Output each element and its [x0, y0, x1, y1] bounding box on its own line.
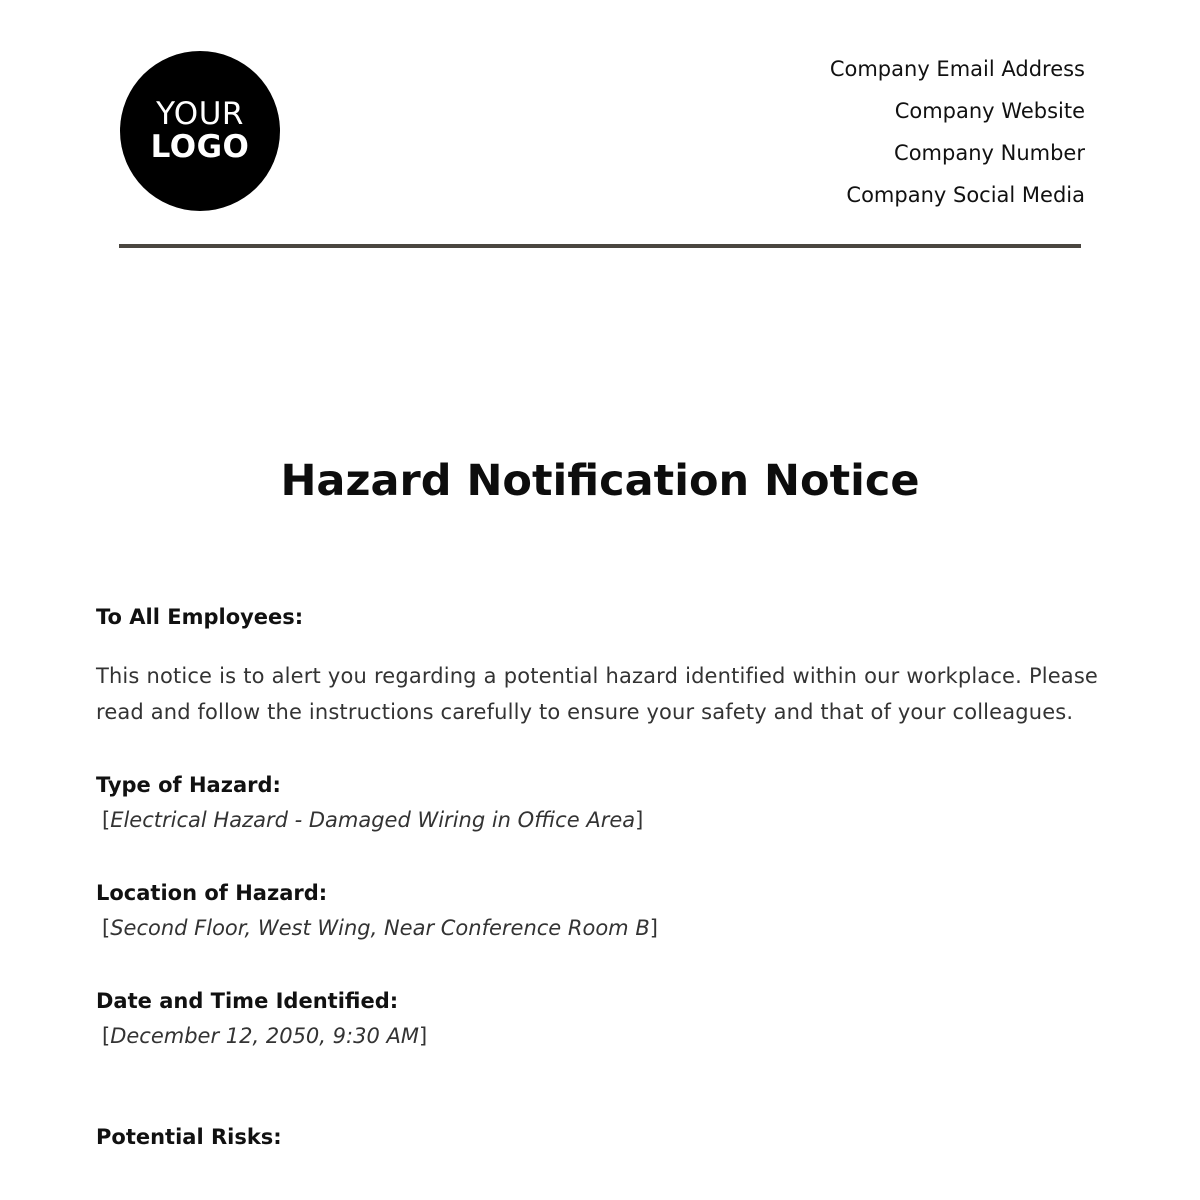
header-divider: [119, 244, 1081, 248]
company-email: Company Email Address: [829, 57, 1085, 81]
field-location-of-hazard: [96, 876, 1098, 946]
bracket-open: [: [102, 808, 111, 832]
field-value-text: Electrical Hazard - Damaged Wiring in Office Area: [110, 808, 636, 832]
field-label: Date and Time Identified:: [96, 989, 399, 1013]
field-value-text: Second Floor, West Wing, Near Conference Room B: [110, 916, 650, 940]
field-value: [96, 910, 1098, 946]
company-logo: [120, 51, 280, 211]
company-social-media: Company Social Media: [846, 183, 1085, 207]
field-value-text: December 12, 2050, 9:30 AM: [110, 1024, 419, 1048]
field-value: [96, 802, 1098, 838]
bracket-close: ]: [635, 808, 644, 832]
logo-text-line2: LOGO: [150, 129, 250, 165]
document-body: [96, 600, 1098, 1154]
document-title: Hazard Notification Notice: [280, 456, 920, 506]
bracket-open: [: [102, 1024, 111, 1048]
field-value: [96, 1018, 1098, 1054]
field-type-of-hazard: [96, 768, 1098, 838]
company-website: Company Website: [894, 99, 1085, 123]
intro-paragraph: This notice is to alert you regarding a potential hazard identified within our workplace. Please read and follow the instructions carefully to ensure your safety and that of your colleagues.: [96, 664, 1098, 724]
company-contact-block: [830, 54, 1085, 222]
field-label: Type of Hazard:: [96, 773, 281, 797]
salutation: To All Employees:: [96, 605, 304, 629]
field-date-time-identified: [96, 984, 1098, 1054]
bracket-close: ]: [418, 1024, 428, 1048]
bracket-close: ]: [649, 916, 658, 940]
field-potential-risks: [96, 1120, 1098, 1154]
bracket-open: [: [102, 916, 111, 940]
field-label: Potential Risks:: [96, 1125, 282, 1149]
logo-text-line1: YOUR: [156, 96, 244, 132]
field-label: Location of Hazard:: [96, 881, 328, 905]
company-number: Company Number: [894, 141, 1085, 165]
